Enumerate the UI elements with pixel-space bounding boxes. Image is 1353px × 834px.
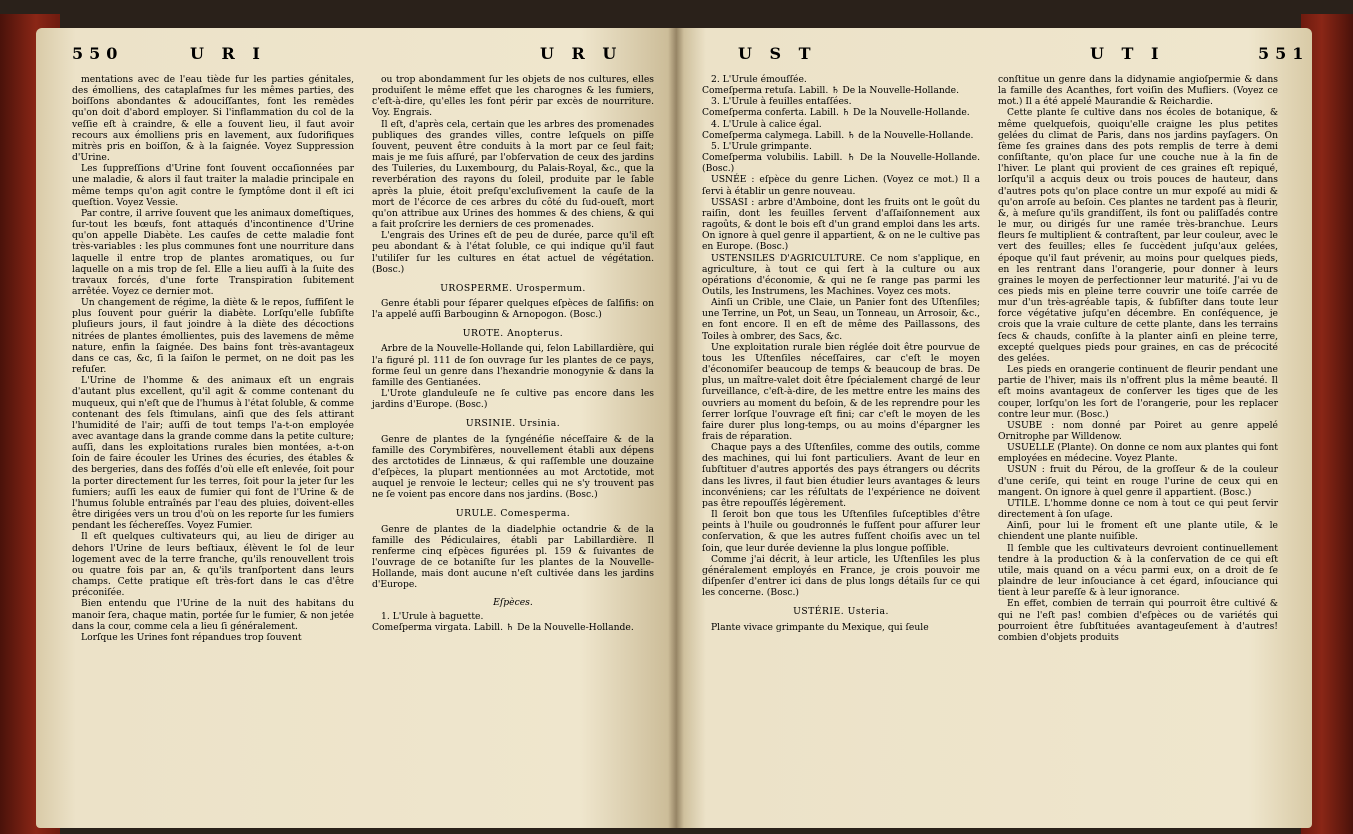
- paragraph: 5. L'Urule grimpante.: [711, 140, 812, 152]
- paragraph: L'engrais des Urines eſt de peu de durée, parce qu'il eſt peu abondant & à l'état ſoluble, ce qui indique qu'il faut l'utiliſer ſur les cultures en état actuel de végétation. (Bosc.): [372, 230, 654, 275]
- paragraph: Il ſeroit bon que tous les Uſtenſiles ſuſceptibles d'être peints à l'huile ou goudronnés le fuſſent pour aſſurer leur conſervation, & que les autres fuſſent choiſis avec un tel ſoin, que leur durée devienne la plus longue poſſible.: [702, 509, 980, 554]
- section-label: Eſpèces.: [493, 596, 533, 608]
- paragraph: Il ſemble que les cultivateurs devroient continuellement tendre à la production & à la conſervation de ce qui eſt utile, mais quand on a vécu parmi eux, on a droit de ſe plaindre de leur inſouciance à cet égard, inſouciance qui tient à leur pareſſe & à leur ignorance.: [998, 542, 1278, 599]
- paragraph: ou trop abondamment ſur les objets de nos cultures, elles produiſent le même effet que les charognes & les fumiers, c'eſt-à-dire, qu'elles les font périr par excès de nourriture. Voy. Engrais.: [372, 74, 654, 119]
- paragraph: Ainſi, pour lui le froment eſt une plante utile, & le chiendent une plante nuiſible.: [998, 520, 1278, 543]
- right-page-column-1: [702, 74, 980, 633]
- paragraph: Cette plante ſe cultive dans nos écoles de botanique, & même quelquefois, quoiqu'elle craigne les plus petites gelées du climat de Paris, dans nos jardins payſagers. On ſème ſes graines dans des pots remplis de terre à demi conſiſtante, qu'on place ſur une couche nue à la fin de l'hiver. Le plant qui provient de ces graines eſt repiqué, lorſqu'il a acquis deux ou trois pouces de hauteur, dans d'autres pots qu'on place contre un mur expoſé au midi & qu'on arroſe au beſoin. Ces plantes ne tardent pas à fleurir, &, à meſure qu'ils grandiſſent, ils font ou paliſſadés contre le mur, ou dirigés ſur une ramée très-branchue. Leurs fleurs ſe multiplient & contraſtent, par leur couleur, avec le vert des feuilles; elles ſe ſuccèdent juſqu'aux gelées, époque qu'il faut prévenir, au moins pour quelques pieds, en les rentrant dans l'orangerie, pour donner à leurs graines le moyen de perfectionner leur maturité. J'ai vu de ces pieds mis en pleine terre couvrir une toiſe carrée de mur d'un très-agréable tapis, & ſubſiſter dans toute leur force végétative juſqu'en décembre. En conſéquence, je crois que la vraie culture de cette plante, dans les terrains ſecs & chauds, conſiſte à la planter ainſi en pleine terre, excepté quelques pieds pour graines, en cas de précocité des gelées.: [998, 107, 1278, 364]
- paragraph: Par contre, il arrive ſouvent que les animaux domeſtiques, ſur-tout les bœufs, font attaqués d'incontinence d'Urine qu'on appelle Diabète. Les cauſes de cette maladie font très-variables : les plus communes font une nourriture dans laquelle il entre trop de plantes aromatiques, ou ſur laquelle on a mis trop de ſel. Elle a lieu auſſi à la ſuite des travaux forcés, d'une forte Transpiration ſubitement arrêtée. Voyez ce dernier mot.: [72, 207, 354, 297]
- paragraph: Les pieds en orangerie continuent de fleurir pendant une partie de l'hiver, mais ils n'offrent plus la même beauté. Il eſt moins avantageux de conſerver les tiges que de les couper, lorſqu'on les ſort de l'orangerie, pour les replacer contre leur mur. (Bosc.): [998, 364, 1278, 420]
- paragraph: Comeſperma calymega. Labill. ♄ de la Nouvelle-Hollande.: [702, 129, 974, 141]
- entry-heading: UROTE. Anopterus.: [462, 328, 564, 340]
- right-page-number: 551: [1258, 44, 1310, 63]
- paragraph: 3. L'Urule à feuilles entaſſées.: [711, 96, 852, 108]
- paragraph: Chaque pays a des Uſtenſiles, comme des outils, comme des machines, qui lui font particuliers. Avant de leur en ſubſtituer d'autres apportés des pays étrangers ou décrits dans les livres, il faut bien étudier leurs avantages & leurs inconvéniens; car les réſultats de l'expérience ne doivent pas être repouſſés légèrement.: [702, 442, 980, 509]
- paragraph: Comme j'ai décrit, à leur article, les Uſtenſiles les plus généralement employés en France, je crois pouvoir me diſpenſer d'entrer ici dans de plus longs détails ſur ce qui les concerne. (Bosc.): [702, 553, 980, 599]
- paragraph: USUN : fruit du Pérou, de la groſſeur & de la couleur d'une ceriſe, qui teint en rouge l'urine de ceux qui en mangent. On ignore à quel genre il appartient. (Bosc.): [998, 464, 1278, 498]
- paragraph: Genre établi pour ſéparer quelques eſpèces de ſalſifis: on l'a appelé auſſi Barbouginn & Arnopogon. (Bosc.): [372, 297, 654, 321]
- entry-heading: USTÉRIE. Usteria.: [793, 606, 889, 618]
- paragraph: Comeſperma retuſa. Labill. ♄ De la Nouvelle-Hollande.: [702, 85, 960, 97]
- paragraph: Un changement de régime, la diète & le repos, ſuffiſent le plus ſouvent pour guérir la diabète. Lorſqu'elle ſubſiſte pluſieurs jours, il faut joindre à la diète des décoctions nitrées de plantes émollientes, puis des lavemens de même nature, enfin la ſaignée. Des bains font très-avantageux dans ce cas, &c, ſi la ſaiſon le permet, on ne doit pas les refuſer.: [72, 297, 354, 376]
- paragraph: USTENSILES D'AGRICULTURE. Ce nom s'applique, en agriculture, à tout ce qui ſert à la culture ou aux opérations d'économie, & qui ne ſe range pas parmi les Outils, les Instrumens, les Machines. Voyez ces mots.: [702, 252, 980, 297]
- right-running-head-1: U S T: [738, 44, 817, 63]
- paragraph: USNÉE : eſpèce du genre Lichen. (Voyez ce mot.) Il a ſervi à établir un genre nouveau.: [702, 174, 980, 197]
- left-page-column-2: [372, 74, 654, 633]
- paragraph: L'Urine de l'homme & des animaux eſt un engrais d'autant plus excellent, qu'il agit & comme contenant du muqueux, qui n'eſt que de l'humus à l'état ſoluble, & comme contenant des ſels ſtimulans, ainſi que des ſels attirant l'humidité de l'air; auſſi de tout temps l'a-t-on employée avec avantage dans la grande comme dans la petite culture; auſſi, dans les exploitations rurales bien montées, a-t-on ſoin de faire écouler les Urines des écuries, des étables & des bergeries, dans des foſſés d'où elle eſt enlevée, ſoit pour la porter directement ſur les terres, ſoit pour la jeter ſur les fumiers; auſſi les eaux de fumier qui font de l'Urine & de l'humus ſoluble entraînés par l'eau des pluies, doivent-elles être dirigées vers un trou d'où on les reporte ſur les fumiers pendant les ſéchereſſes. Voyez Fumier.: [72, 375, 354, 532]
- right-page-column-2: [998, 74, 1278, 643]
- book-gutter: [668, 28, 684, 828]
- paragraph: 4. L'Urule à calice égal.: [711, 118, 822, 130]
- paragraph: USUBE : nom donné par Poiret au genre appelé Ornitrophe par Willdenow.: [998, 419, 1278, 442]
- paragraph: USSASI : arbre d'Amboine, dont les fruits ont le goût du raiſin, dont les feuilles ſervent d'aſſaiſonnement aux ragoûts, & dont le bois eſt d'un grand emploi dans les arts. On ignore à quel genre il appartient, & on ne le cultive pas en Europe. (Bosc.): [702, 196, 980, 253]
- paragraph: Comeſperma conferta. Labill. ♄ De la Nouvelle-Hollande.: [702, 107, 970, 119]
- paragraph: Comeſperma virgata. Labill. ♄ De la Nouvelle-Hollande.: [372, 621, 634, 633]
- paragraph: Comeſperma volubilis. Labill. ♄ De la Nouvelle-Hollande. (Bosc.): [702, 152, 980, 175]
- paragraph: Genre de plantes de la ſyngénéſie néceſſaire & de la famille des Corymbifères, nouvellement établi aux dépens des arctotides de Linnæus, & qui raſſemble une douzaine d'eſpèces, la plupart mentionnées au mot Arctotide, mot auquel je renvoie le lecteur; celles qui ne s'y trouvent pas ne ſe voient pas encore dans nos jardins. (Bosc.): [372, 433, 654, 501]
- entry-heading: URSINIE. Ursinia.: [465, 418, 561, 430]
- paragraph: Genre de plantes de la diadelphie octandrie & de la famille des Pédiculaires, établi par Labillardière. Il renferme cinq eſpèces figurées pl. 159 & ſuivantes de l'ouvrage de ce botaniſte ſur les plantes de la Nouvelle-Hollande, mais dont aucune n'eſt cultivée dans les jardins d'Europe.: [372, 523, 654, 591]
- left-page-number: 550: [72, 44, 124, 63]
- paragraph: mentations avec de l'eau tiède fur les parties génitales, des émolliens, des cataplaſmes fur les mêmes parties, des boiſſons abondantes & adouciſſantes, font les remèdes qu'on doit d'abord employer. Si l'inflammation du col de la veſſie eſt à craindre, & elle a ſouvent lieu, il faut avoir recours aux émolliens pris en lavement, aux ſudorifiques mitrès pris en boiſſon, & à la ſaignée. Voyez Suppression d'Urine.: [72, 74, 354, 164]
- paragraph: Il eſt quelques cultivateurs qui, au lieu de diriger au dehors l'Urine de leurs beſtiaux, élèvent le ſol de leur logement avec de la terre franche, qu'ils renouvellent trois ou quatre fois par an, & qu'ils tranſportent dans leurs champs. Cette pratique eſt très-fort dans le cas d'être préconiſée.: [72, 531, 354, 599]
- paragraph: Lorſque les Urines font répandues trop ſouvent: [81, 631, 302, 643]
- paragraph: Une exploitation rurale bien réglée doit être pourvue de tous les Uſtenſiles néceſſaires, car c'eſt le moyen d'économiſer beaucoup de temps & beaucoup de bras. De plus, un maître-valet doit être ſpécialement chargé de leur ſurveillance, c'eſt-à-dire, de les mettre entre les mains des ouvriers au moment du beſoin, & de les reprendre pour les ſerrer lorſque l'ouvrage eſt fini; car c'eſt le moyen de les faire durer plus long-temps, ou au moins d'épargner les frais de réparation.: [702, 341, 980, 442]
- paragraph: Les ſuppreſſions d'Urine font ſouvent occaſionnées par une maladie, & alors il faut traiter la maladie principale en même temps qu'on agit contre le ſymptôme dont il eſt ici queſtion. Voyez Vessie.: [72, 163, 354, 208]
- paragraph: conſtitue un genre dans la didynamie angioſpermie & dans la famille des Acanthes, fort voiſin des Mufliers. (Voyez ce mot.) Il a été appelé Maurandie & Reichardie.: [998, 74, 1278, 108]
- paragraph: UTILE. L'homme donne ce nom à tout ce qui peut ſervir directement à ſon uſage.: [998, 497, 1278, 521]
- paragraph: Arbre de la Nouvelle-Hollande qui, ſelon Labillardière, qui l'a figuré pl. 111 de ſon ouvrage ſur les plantes de ce pays, forme ſeul un genre dans l'hexandrie monogynie & dans la famille des Gentianées.: [372, 343, 654, 388]
- entry-heading: UROSPERME. Urospermum.: [440, 282, 586, 294]
- left-running-head-2: U R U: [540, 44, 623, 63]
- paragraph: 1. L'Urule à baguette.: [381, 610, 484, 622]
- paragraph: Bien entendu que l'Urine de la nuit des habitans du manoir ſera, chaque matin, portée ſur le fumier, & non jetée dans la cour, comme cela a lieu ſi généralement.: [72, 598, 354, 632]
- right-running-head-2: U T I: [1090, 44, 1165, 63]
- paragraph: USUELLE (Plante). On donne ce nom aux plantes qui font employées en médecine. Voyez Plante.: [998, 442, 1278, 465]
- paragraph: Plante vivace grimpante du Mexique, qui ſeule: [711, 621, 929, 633]
- paragraph: Il eſt, d'après cela, certain que les arbres des promenades publiques des grandes villes, contre leſquels on piſſe ſouvent, peuvent être conduits à la mort par ce ſeul fait; mais je me ſuis aſſuré, par l'obſervation de ceux des jardins des Tuileries, du Luxembourg, du Palais-Royal, &c., que la reverbération des rayons du ſoleil, produite par le ſable après la pluie, étoit preſqu'excluſivement la cauſe de la mort de l'écorce de ces arbres du côté du ſud-oueſt, mort qu'on attribue aux Urines des hommes & des chiens, & qui a fait proſcrire les derniers de ces promenades.: [372, 118, 654, 231]
- paragraph: En effet, combien de terrain qui pourroit être cultivé & qui ne l'eſt pas! combien d'eſpèces ou de variétés qui pourroient être ſubſtituées avantageuſement à d'autres! combien d'objets produits: [998, 598, 1278, 643]
- paragraph: Ainſi un Crible, une Claie, un Panier font des Uſtenſiles; une Terrine, un Pot, un Seau, un Tonneau, un Arrosoir, &c., en font encore. Il en eſt de même des Paillassons, des Toiles à ombrer, des Sacs, &c.: [702, 297, 980, 342]
- entry-heading: URULE. Comesperma.: [455, 508, 571, 520]
- left-page-column-1: [72, 74, 354, 643]
- left-running-head-1: U R I: [190, 44, 266, 63]
- paragraph: L'Urote glanduleuſe ne ſe cultive pas encore dans les jardins d'Europe. (Bosc.): [372, 388, 654, 411]
- paragraph: 2. L'Urule émouſſée.: [711, 74, 807, 85]
